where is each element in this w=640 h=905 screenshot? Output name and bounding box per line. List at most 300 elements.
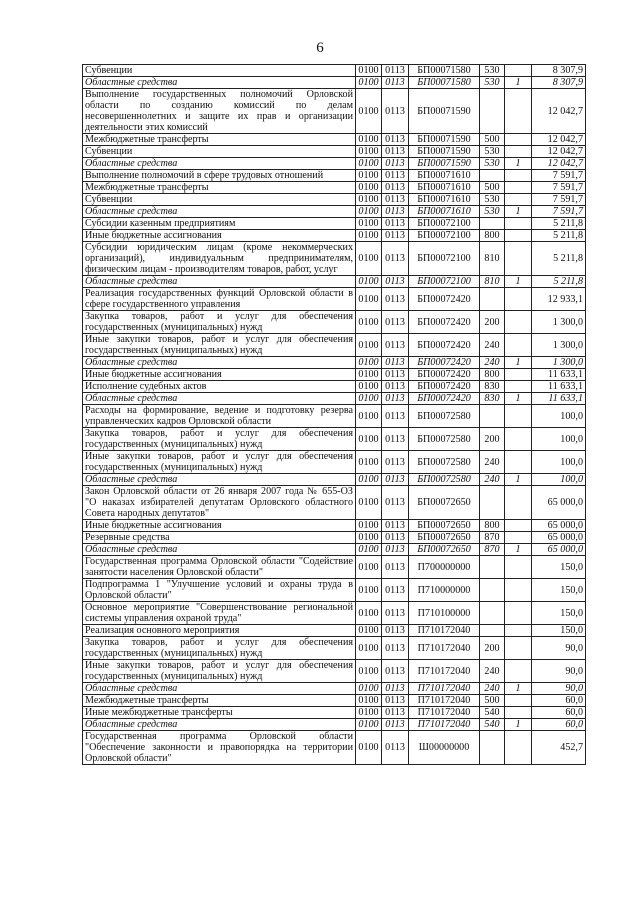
section-code-cell: 0100 (356, 579, 382, 602)
section-code-cell: 0100 (356, 381, 382, 393)
target-article-cell: П710100000 (409, 602, 480, 625)
section-code-cell: 0100 (356, 170, 382, 182)
row-name-cell: Подпрограмма 1 "Улучшение условий и охраны труда в Орловской области" (83, 579, 356, 602)
section-code-cell: 0100 (356, 474, 382, 486)
row-name-cell: Областные средства (83, 77, 356, 89)
amount-cell: 12 042,7 (532, 158, 586, 170)
target-article-cell: БП00072650 (409, 544, 480, 556)
row-name-cell: Основное мероприятие "Совершенствование региональной системы управления охраной труда" (83, 602, 356, 625)
section-code-cell: 0100 (356, 89, 382, 134)
section-code-cell: 0100 (356, 532, 382, 544)
target-article-cell: П710172040 (409, 707, 480, 719)
expense-type-cell: 530 (480, 65, 505, 77)
subsection-code-cell: 0113 (382, 683, 409, 695)
row-name-cell: Областные средства (83, 719, 356, 731)
expense-type-cell (480, 731, 505, 765)
subsection-code-cell: 0113 (382, 381, 409, 393)
target-article-cell: П710172040 (409, 660, 480, 683)
section-code-cell: 0100 (356, 334, 382, 357)
subsection-code-cell: 0113 (382, 556, 409, 579)
row-name-cell: Закон Орловской области от 26 января 2007 года № 655-ОЗ "О наказах избирателей депутатам Орловского областного Совета народных депутатов" (83, 486, 356, 520)
section-code-cell: 0100 (356, 357, 382, 369)
amount-cell: 11 633,1 (532, 369, 586, 381)
amount-cell: 1 300,0 (532, 357, 586, 369)
expense-type-cell: 500 (480, 182, 505, 194)
funding-source-cell (505, 660, 532, 683)
row-name-cell: Субвенции (83, 146, 356, 158)
funding-source-cell (505, 731, 532, 765)
target-article-cell: БП00071580 (409, 65, 480, 77)
subsection-code-cell: 0113 (382, 602, 409, 625)
subsection-code-cell: 0113 (382, 695, 409, 707)
subsection-code-cell: 0113 (382, 311, 409, 334)
table-row (83, 683, 586, 695)
target-article-cell: БП00071590 (409, 146, 480, 158)
amount-cell: 150,0 (532, 625, 586, 637)
section-code-cell: 0100 (356, 288, 382, 311)
subsection-code-cell: 0113 (382, 206, 409, 218)
funding-source-cell (505, 579, 532, 602)
row-name-cell: Субвенции (83, 194, 356, 206)
row-name-cell: Иные закупки товаров, работ и услуг для обеспечения государственных (муниципальных) нужд (83, 334, 356, 357)
target-article-cell: БП00072420 (409, 334, 480, 357)
funding-source-cell (505, 194, 532, 206)
funding-source-cell (505, 369, 532, 381)
row-name-cell: Выполнение полномочий в сфере трудовых отношений (83, 170, 356, 182)
table-row (83, 707, 586, 719)
target-article-cell: П710172040 (409, 683, 480, 695)
budget-table (82, 64, 586, 765)
table-row (83, 520, 586, 532)
funding-source-cell (505, 381, 532, 393)
amount-cell: 90,0 (532, 683, 586, 695)
expense-type-cell: 200 (480, 428, 505, 451)
amount-cell: 65 000,0 (532, 544, 586, 556)
table-row (83, 405, 586, 428)
expense-type-cell: 870 (480, 532, 505, 544)
funding-source-cell (505, 230, 532, 242)
section-code-cell: 0100 (356, 194, 382, 206)
row-name-cell: Субсидии казенным предприятиям (83, 218, 356, 230)
table-row (83, 194, 586, 206)
target-article-cell: БП00071610 (409, 170, 480, 182)
subsection-code-cell: 0113 (382, 486, 409, 520)
amount-cell: 452,7 (532, 731, 586, 765)
section-code-cell: 0100 (356, 451, 382, 474)
amount-cell: 90,0 (532, 660, 586, 683)
funding-source-cell (505, 311, 532, 334)
table-row (83, 206, 586, 218)
funding-source-cell (505, 65, 532, 77)
table-row (83, 660, 586, 683)
section-code-cell: 0100 (356, 182, 382, 194)
row-name-cell: Иные бюджетные ассигнования (83, 230, 356, 242)
row-name-cell: Субвенции (83, 65, 356, 77)
table-row (83, 170, 586, 182)
amount-cell: 150,0 (532, 556, 586, 579)
section-code-cell: 0100 (356, 65, 382, 77)
row-name-cell: Областные средства (83, 158, 356, 170)
section-code-cell: 0100 (356, 707, 382, 719)
target-article-cell: БП00072100 (409, 230, 480, 242)
subsection-code-cell: 0113 (382, 146, 409, 158)
funding-source-cell: 1 (505, 474, 532, 486)
target-article-cell: БП00072650 (409, 486, 480, 520)
section-code-cell: 0100 (356, 134, 382, 146)
row-name-cell: Иные закупки товаров, работ и услуг для обеспечения государственных (муниципальных) нужд (83, 660, 356, 683)
amount-cell: 65 000,0 (532, 520, 586, 532)
subsection-code-cell: 0113 (382, 707, 409, 719)
target-article-cell: БП00072580 (409, 405, 480, 428)
table-row (83, 474, 586, 486)
amount-cell: 60,0 (532, 695, 586, 707)
target-article-cell: БП00072580 (409, 474, 480, 486)
amount-cell: 65 000,0 (532, 486, 586, 520)
row-name-cell: Субсидии юридическим лицам (кроме некоммерческих организаций), индивидуальным предпринимателям, физическим лицам - производителям товаров, работ, услуг (83, 242, 356, 276)
table-row (83, 579, 586, 602)
table-row (83, 428, 586, 451)
funding-source-cell (505, 218, 532, 230)
target-article-cell: БП00071610 (409, 206, 480, 218)
subsection-code-cell: 0113 (382, 660, 409, 683)
expense-type-cell (480, 89, 505, 134)
row-name-cell: Иные бюджетные ассигнования (83, 369, 356, 381)
row-name-cell: Государственная программа Орловской области "Содействие занятости населения Орловской области" (83, 556, 356, 579)
subsection-code-cell: 0113 (382, 242, 409, 276)
subsection-code-cell: 0113 (382, 405, 409, 428)
funding-source-cell (505, 288, 532, 311)
subsection-code-cell: 0113 (382, 579, 409, 602)
row-name-cell: Межбюджетные трансферты (83, 134, 356, 146)
funding-source-cell (505, 602, 532, 625)
funding-source-cell (505, 242, 532, 276)
subsection-code-cell: 0113 (382, 89, 409, 134)
expense-type-cell: 530 (480, 194, 505, 206)
section-code-cell: 0100 (356, 405, 382, 428)
section-code-cell: 0100 (356, 311, 382, 334)
amount-cell: 12 042,7 (532, 146, 586, 158)
section-code-cell: 0100 (356, 660, 382, 683)
section-code-cell: 0100 (356, 369, 382, 381)
target-article-cell: БП00072650 (409, 532, 480, 544)
table-row (83, 357, 586, 369)
row-name-cell: Иные бюджетные ассигнования (83, 520, 356, 532)
expense-type-cell: 800 (480, 369, 505, 381)
expense-type-cell (480, 288, 505, 311)
expense-type-cell: 530 (480, 158, 505, 170)
row-name-cell: Резервные средства (83, 532, 356, 544)
funding-source-cell (505, 695, 532, 707)
amount-cell: 11 633,1 (532, 381, 586, 393)
table-row (83, 625, 586, 637)
subsection-code-cell: 0113 (382, 218, 409, 230)
section-code-cell: 0100 (356, 276, 382, 288)
amount-cell: 8 307,9 (532, 65, 586, 77)
expense-type-cell (480, 579, 505, 602)
target-article-cell: БП00071590 (409, 89, 480, 134)
amount-cell: 1 300,0 (532, 334, 586, 357)
row-name-cell: Областные средства (83, 544, 356, 556)
subsection-code-cell: 0113 (382, 637, 409, 660)
subsection-code-cell: 0113 (382, 719, 409, 731)
target-article-cell: Ш00000000 (409, 731, 480, 765)
expense-type-cell: 810 (480, 276, 505, 288)
funding-source-cell (505, 428, 532, 451)
table-row (83, 719, 586, 731)
row-name-cell: Областные средства (83, 206, 356, 218)
amount-cell: 5 211,8 (532, 218, 586, 230)
target-article-cell: П710172040 (409, 719, 480, 731)
subsection-code-cell: 0113 (382, 474, 409, 486)
row-name-cell: Иные закупки товаров, работ и услуг для обеспечения государственных (муниципальных) нужд (83, 451, 356, 474)
section-code-cell: 0100 (356, 486, 382, 520)
row-name-cell: Закупка товаров, работ и услуг для обеспечения государственных (муниципальных) нужд (83, 637, 356, 660)
table-row (83, 158, 586, 170)
target-article-cell: БП00072580 (409, 428, 480, 451)
table-row (83, 311, 586, 334)
target-article-cell: БП00072100 (409, 218, 480, 230)
row-name-cell: Областные средства (83, 276, 356, 288)
subsection-code-cell: 0113 (382, 334, 409, 357)
section-code-cell: 0100 (356, 625, 382, 637)
amount-cell: 11 633,1 (532, 393, 586, 405)
target-article-cell: БП00072100 (409, 242, 480, 276)
section-code-cell: 0100 (356, 146, 382, 158)
subsection-code-cell: 0113 (382, 194, 409, 206)
funding-source-cell (505, 134, 532, 146)
expense-type-cell (480, 556, 505, 579)
subsection-code-cell: 0113 (382, 134, 409, 146)
target-article-cell: БП00072420 (409, 369, 480, 381)
table-row (83, 695, 586, 707)
expense-type-cell (480, 602, 505, 625)
expense-type-cell: 200 (480, 311, 505, 334)
row-name-cell: Иные межбюджетные трансферты (83, 707, 356, 719)
section-code-cell: 0100 (356, 695, 382, 707)
amount-cell: 8 307,9 (532, 77, 586, 89)
funding-source-cell: 1 (505, 683, 532, 695)
subsection-code-cell: 0113 (382, 158, 409, 170)
expense-type-cell: 530 (480, 146, 505, 158)
target-article-cell: БП00072580 (409, 451, 480, 474)
subsection-code-cell: 0113 (382, 428, 409, 451)
target-article-cell: П710172040 (409, 625, 480, 637)
section-code-cell: 0100 (356, 206, 382, 218)
funding-source-cell (505, 451, 532, 474)
table-row (83, 637, 586, 660)
row-name-cell: Реализация основного мероприятия (83, 625, 356, 637)
amount-cell: 60,0 (532, 719, 586, 731)
expense-type-cell: 240 (480, 660, 505, 683)
row-name-cell: Выполнение государственных полномочий Орловской области по созданию комиссий по делам несовершеннолетних и защите их прав и организации деятельности этих комиссий (83, 89, 356, 134)
target-article-cell: БП00072650 (409, 520, 480, 532)
funding-source-cell (505, 486, 532, 520)
amount-cell: 100,0 (532, 451, 586, 474)
funding-source-cell: 1 (505, 393, 532, 405)
amount-cell: 100,0 (532, 474, 586, 486)
row-name-cell: Закупка товаров, работ и услуг для обеспечения государственных (муниципальных) нужд (83, 311, 356, 334)
subsection-code-cell: 0113 (382, 170, 409, 182)
expense-type-cell: 200 (480, 637, 505, 660)
amount-cell: 100,0 (532, 405, 586, 428)
section-code-cell: 0100 (356, 683, 382, 695)
amount-cell: 12 042,7 (532, 134, 586, 146)
expense-type-cell (480, 625, 505, 637)
subsection-code-cell: 0113 (382, 65, 409, 77)
expense-type-cell: 500 (480, 695, 505, 707)
row-name-cell: Государственная программа Орловской области "Обеспечение законности и правопорядка на территории Орловской области" (83, 731, 356, 765)
target-article-cell: БП00071610 (409, 182, 480, 194)
amount-cell: 1 300,0 (532, 311, 586, 334)
expense-type-cell: 240 (480, 357, 505, 369)
table-row (83, 334, 586, 357)
row-name-cell: Межбюджетные трансферты (83, 695, 356, 707)
amount-cell: 12 933,1 (532, 288, 586, 311)
amount-cell: 65 000,0 (532, 532, 586, 544)
amount-cell: 150,0 (532, 602, 586, 625)
table-row (83, 731, 586, 765)
subsection-code-cell: 0113 (382, 77, 409, 89)
section-code-cell: 0100 (356, 158, 382, 170)
section-code-cell: 0100 (356, 544, 382, 556)
table-row (83, 134, 586, 146)
subsection-code-cell: 0113 (382, 230, 409, 242)
table-row (83, 230, 586, 242)
target-article-cell: БП00072420 (409, 357, 480, 369)
row-name-cell: Межбюджетные трансферты (83, 182, 356, 194)
expense-type-cell: 530 (480, 77, 505, 89)
row-name-cell: Расходы на формирование, ведение и подготовку резерва управленческих кадров Орловской области (83, 405, 356, 428)
expense-type-cell: 240 (480, 683, 505, 695)
funding-source-cell: 1 (505, 276, 532, 288)
funding-source-cell: 1 (505, 77, 532, 89)
table-row (83, 288, 586, 311)
target-article-cell: БП00071580 (409, 77, 480, 89)
subsection-code-cell: 0113 (382, 625, 409, 637)
funding-source-cell (505, 520, 532, 532)
funding-source-cell (505, 405, 532, 428)
expense-type-cell: 810 (480, 242, 505, 276)
funding-source-cell (505, 170, 532, 182)
subsection-code-cell: 0113 (382, 544, 409, 556)
table-row (83, 544, 586, 556)
section-code-cell: 0100 (356, 77, 382, 89)
funding-source-cell (505, 556, 532, 579)
funding-source-cell (505, 182, 532, 194)
target-article-cell: П710172040 (409, 637, 480, 660)
amount-cell: 60,0 (532, 707, 586, 719)
funding-source-cell (505, 637, 532, 660)
expense-type-cell: 830 (480, 393, 505, 405)
table-row (83, 602, 586, 625)
section-code-cell: 0100 (356, 520, 382, 532)
funding-source-cell (505, 146, 532, 158)
table-row (83, 182, 586, 194)
page-number: 6 (316, 40, 324, 56)
subsection-code-cell: 0113 (382, 369, 409, 381)
funding-source-cell (505, 89, 532, 134)
table-row (83, 218, 586, 230)
table-row (83, 393, 586, 405)
target-article-cell: БП00071610 (409, 194, 480, 206)
section-code-cell: 0100 (356, 428, 382, 451)
table-row (83, 242, 586, 276)
funding-source-cell: 1 (505, 544, 532, 556)
expense-type-cell: 540 (480, 719, 505, 731)
subsection-code-cell: 0113 (382, 520, 409, 532)
amount-cell: 7 591,7 (532, 206, 586, 218)
expense-type-cell (480, 218, 505, 230)
subsection-code-cell: 0113 (382, 182, 409, 194)
expense-type-cell: 240 (480, 451, 505, 474)
expense-type-cell (480, 170, 505, 182)
table-row (83, 532, 586, 544)
amount-cell: 150,0 (532, 579, 586, 602)
amount-cell: 7 591,7 (532, 182, 586, 194)
subsection-code-cell: 0113 (382, 731, 409, 765)
funding-source-cell: 1 (505, 206, 532, 218)
row-name-cell: Реализация государственных функций Орловской области в сфере государственного управления (83, 288, 356, 311)
target-article-cell: БП00072420 (409, 311, 480, 334)
subsection-code-cell: 0113 (382, 276, 409, 288)
row-name-cell: Исполнение судебных актов (83, 381, 356, 393)
funding-source-cell (505, 334, 532, 357)
subsection-code-cell: 0113 (382, 288, 409, 311)
section-code-cell: 0100 (356, 731, 382, 765)
target-article-cell: БП00071590 (409, 158, 480, 170)
expense-type-cell (480, 405, 505, 428)
amount-cell: 100,0 (532, 428, 586, 451)
amount-cell: 5 211,8 (532, 276, 586, 288)
section-code-cell: 0100 (356, 637, 382, 660)
target-article-cell: БП00071590 (409, 134, 480, 146)
funding-source-cell (505, 532, 532, 544)
expense-type-cell: 500 (480, 134, 505, 146)
table-row (83, 77, 586, 89)
section-code-cell: 0100 (356, 556, 382, 579)
row-name-cell: Закупка товаров, работ и услуг для обеспечения государственных (муниципальных) нужд (83, 428, 356, 451)
table-row (83, 451, 586, 474)
expense-type-cell: 530 (480, 206, 505, 218)
amount-cell: 7 591,7 (532, 194, 586, 206)
row-name-cell: Областные средства (83, 683, 356, 695)
table-row (83, 89, 586, 134)
target-article-cell: БП00072420 (409, 393, 480, 405)
funding-source-cell: 1 (505, 719, 532, 731)
amount-cell: 5 211,8 (532, 242, 586, 276)
expense-type-cell: 800 (480, 520, 505, 532)
section-code-cell: 0100 (356, 242, 382, 276)
table-body (83, 65, 586, 765)
amount-cell: 90,0 (532, 637, 586, 660)
table-row (83, 381, 586, 393)
table-row (83, 369, 586, 381)
table-row (83, 486, 586, 520)
table-row (83, 146, 586, 158)
subsection-code-cell: 0113 (382, 357, 409, 369)
amount-cell: 7 591,7 (532, 170, 586, 182)
funding-source-cell (505, 707, 532, 719)
amount-cell: 12 042,7 (532, 89, 586, 134)
row-name-cell: Областные средства (83, 474, 356, 486)
table-row (83, 65, 586, 77)
funding-source-cell (505, 625, 532, 637)
target-article-cell: БП00072420 (409, 288, 480, 311)
table-row (83, 556, 586, 579)
expense-type-cell: 240 (480, 474, 505, 486)
section-code-cell: 0100 (356, 719, 382, 731)
funding-source-cell: 1 (505, 158, 532, 170)
